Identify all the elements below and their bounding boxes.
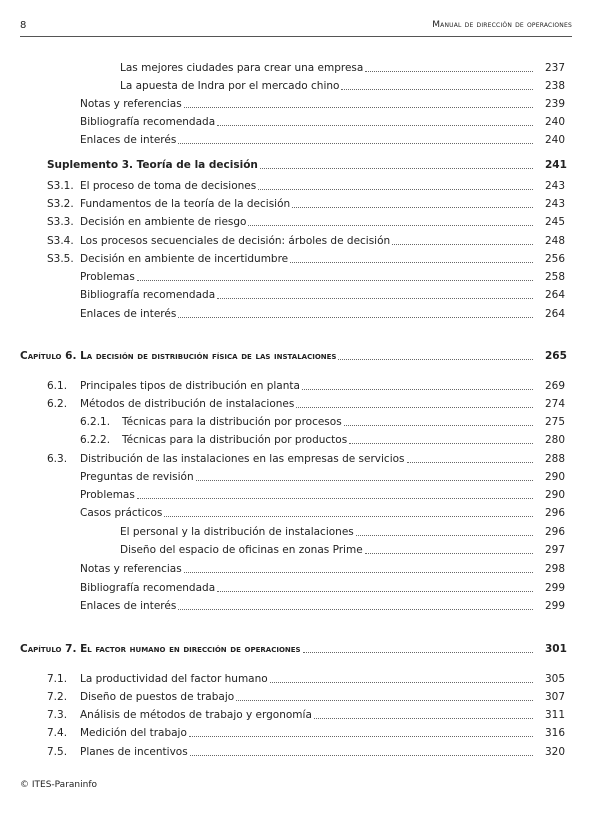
toc-entry[interactable]: [47, 253, 565, 266]
dot-leader: [356, 535, 533, 536]
entry-page: 239: [545, 98, 566, 110]
entry-title: Técnicas para la distribución por productos: [122, 434, 348, 446]
entry-number: 7.2.: [47, 691, 68, 703]
toc-entry[interactable]: [80, 289, 565, 302]
toc-entry[interactable]: [47, 235, 565, 248]
toc-entry[interactable]: [20, 643, 565, 656]
dot-leader: [341, 89, 533, 90]
entry-page: 237: [545, 62, 566, 74]
dot-leader: [189, 736, 533, 737]
toc-entry[interactable]: [80, 416, 565, 429]
entry-title: Decisión en ambiente de riesgo: [80, 216, 247, 228]
entry-number: 6.1.: [47, 380, 68, 392]
dot-leader: [137, 498, 533, 499]
entry-number: S3.1.: [47, 180, 74, 192]
entry-title: La productividad del factor humano: [80, 673, 268, 685]
entry-number: 6.3.: [47, 453, 68, 465]
entry-number: S3.4.: [47, 235, 74, 247]
dot-leader: [236, 700, 533, 701]
entry-title: Métodos de distribución de instalaciones: [80, 398, 295, 410]
toc-entry[interactable]: [80, 434, 565, 447]
toc-entry[interactable]: [20, 350, 565, 363]
dot-leader: [137, 280, 533, 281]
toc-entry[interactable]: [80, 134, 565, 147]
dot-leader: [248, 225, 533, 226]
entry-title: Los procesos secuenciales de decisión: árboles de decisión: [80, 235, 391, 247]
dot-leader: [292, 207, 533, 208]
dot-leader: [303, 652, 533, 653]
entry-title: La apuesta de Indra por el mercado chino: [120, 80, 340, 92]
dot-leader: [260, 168, 533, 169]
dot-leader: [296, 407, 533, 408]
toc-entry[interactable]: [47, 180, 565, 193]
entry-page: 290: [545, 471, 566, 483]
entry-number: S3.2.: [47, 198, 74, 210]
dot-leader: [217, 298, 533, 299]
toc-entry[interactable]: [120, 526, 565, 539]
toc-entry[interactable]: [47, 398, 565, 411]
entry-page: 288: [545, 453, 566, 465]
toc-entry[interactable]: [47, 727, 565, 740]
entry-page: 296: [545, 526, 566, 538]
entry-title: Planes de incentivos: [80, 746, 188, 758]
entry-page: 307: [545, 691, 566, 703]
entry-page: 311: [545, 709, 566, 721]
toc-entry[interactable]: [80, 471, 565, 484]
entry-title: El personal y la distribución de instalaciones: [120, 526, 354, 538]
entry-title: Bibliografía recomendada: [80, 289, 216, 301]
entry-title: Bibliografía recomendada: [80, 582, 216, 594]
toc-entry[interactable]: [47, 453, 565, 466]
dot-leader: [217, 125, 533, 126]
toc-entry[interactable]: [120, 544, 565, 557]
dot-leader: [270, 682, 533, 683]
entry-number: 7.5.: [47, 746, 68, 758]
entry-title: Principales tipos de distribución en planta: [80, 380, 300, 392]
entry-title: Casos prácticos: [80, 507, 163, 519]
dot-leader: [290, 262, 533, 263]
entry-page: 298: [545, 563, 566, 575]
entry-title: Enlaces de interés: [80, 600, 177, 612]
entry-page: 299: [545, 582, 566, 594]
dot-leader: [178, 143, 533, 144]
entry-page: 274: [545, 398, 566, 410]
entry-title: Preguntas de revisión: [80, 471, 194, 483]
dot-leader: [314, 718, 533, 719]
entry-page: 240: [545, 134, 566, 146]
entry-title: Capítulo 7. El factor humano en dirección de operaciones: [20, 643, 301, 655]
copyright-footer: © ITES-Paraninfo: [20, 780, 97, 790]
entry-page: 299: [545, 600, 566, 612]
entry-number: 7.3.: [47, 709, 68, 721]
entry-title: Medición del trabajo: [80, 727, 187, 739]
entry-title: Notas y referencias: [80, 98, 182, 110]
entry-page: 296: [545, 507, 566, 519]
entry-title: El proceso de toma de decisiones: [80, 180, 257, 192]
toc-entry[interactable]: [80, 98, 565, 111]
entry-page: 320: [545, 746, 566, 758]
toc-entry[interactable]: [80, 271, 565, 284]
entry-page: 264: [545, 289, 566, 301]
entry-page: 269: [545, 380, 566, 392]
toc-entry[interactable]: [47, 216, 565, 229]
toc-entry[interactable]: [47, 380, 565, 393]
entry-title: Bibliografía recomendada: [80, 116, 216, 128]
entry-page: 265: [545, 350, 567, 362]
toc-entry[interactable]: [80, 600, 565, 613]
entry-title: Notas y referencias: [80, 563, 182, 575]
entry-page: 275: [545, 416, 566, 428]
entry-page: 248: [545, 235, 566, 247]
toc-entry[interactable]: [80, 308, 565, 321]
dot-leader: [217, 591, 533, 592]
dot-leader: [178, 609, 533, 610]
entry-page: 240: [545, 116, 566, 128]
dot-leader: [338, 359, 533, 360]
toc-entry[interactable]: [47, 159, 565, 172]
dot-leader: [365, 71, 533, 72]
entry-title: Técnicas para la distribución por procesos: [122, 416, 342, 428]
toc-entry[interactable]: [80, 582, 565, 595]
entry-number: S3.5.: [47, 253, 74, 265]
toc-entry[interactable]: [80, 563, 565, 576]
entry-page: 297: [545, 544, 566, 556]
entry-page: 264: [545, 308, 566, 320]
entry-page: 305: [545, 673, 566, 685]
entry-title: Diseño del espacio de oficinas en zonas Prime: [120, 544, 363, 556]
entry-title: Decisión en ambiente de incertidumbre: [80, 253, 289, 265]
entry-number: 6.2.2.: [80, 434, 111, 446]
dot-leader: [184, 107, 533, 108]
running-header: Manual de dirección de operaciones: [432, 20, 572, 30]
dot-leader: [184, 572, 533, 573]
dot-leader: [392, 244, 533, 245]
dot-leader: [302, 389, 533, 390]
entry-title: Problemas: [80, 271, 135, 283]
toc-entry[interactable]: [80, 507, 565, 520]
entry-page: 243: [545, 198, 566, 210]
page-number: 8: [20, 20, 27, 31]
entry-title: Fundamentos de la teoría de la decisión: [80, 198, 291, 210]
entry-page: 256: [545, 253, 566, 265]
entry-title: Suplemento 3. Teoría de la decisión: [47, 159, 258, 171]
entry-number: 6.2.1.: [80, 416, 111, 428]
entry-page: 290: [545, 489, 566, 501]
dot-leader: [344, 425, 533, 426]
dot-leader: [164, 516, 533, 517]
entry-page: 301: [545, 643, 567, 655]
dot-leader: [178, 317, 533, 318]
entry-title: Análisis de métodos de trabajo y ergonomía: [80, 709, 312, 721]
dot-leader: [196, 480, 533, 481]
entry-page: 258: [545, 271, 566, 283]
entry-number: 6.2.: [47, 398, 68, 410]
toc-entry[interactable]: [47, 691, 565, 704]
entry-title: Enlaces de interés: [80, 308, 177, 320]
entry-title: Capítulo 6. La decisión de distribución física de las instalaciones: [20, 350, 337, 362]
entry-page: 245: [545, 216, 566, 228]
entry-title: Las mejores ciudades para crear una empresa: [120, 62, 364, 74]
toc-entry[interactable]: [80, 116, 565, 129]
entry-page: 243: [545, 180, 566, 192]
entry-title: Enlaces de interés: [80, 134, 177, 146]
entry-number: 7.4.: [47, 727, 68, 739]
entry-title: Problemas: [80, 489, 135, 501]
dot-leader: [365, 553, 533, 554]
toc-entry[interactable]: [47, 709, 565, 722]
toc-entry[interactable]: [47, 746, 565, 759]
toc-entry[interactable]: [80, 489, 565, 502]
header-rule: [20, 36, 572, 37]
entry-title: Diseño de puestos de trabajo: [80, 691, 235, 703]
dot-leader: [407, 462, 533, 463]
toc-entry[interactable]: [47, 198, 565, 211]
dot-leader: [190, 755, 533, 756]
entry-number: S3.3.: [47, 216, 74, 228]
entry-number: 7.1.: [47, 673, 68, 685]
entry-page: 280: [545, 434, 566, 446]
toc-entry[interactable]: [47, 673, 565, 686]
dot-leader: [349, 443, 533, 444]
dot-leader: [258, 189, 533, 190]
entry-page: 238: [545, 80, 566, 92]
entry-page: 316: [545, 727, 566, 739]
toc-entry[interactable]: [120, 62, 565, 75]
toc-entry[interactable]: [120, 80, 565, 93]
entry-page: 241: [545, 159, 567, 171]
entry-title: Distribución de las instalaciones en las empresas de servicios: [80, 453, 405, 465]
